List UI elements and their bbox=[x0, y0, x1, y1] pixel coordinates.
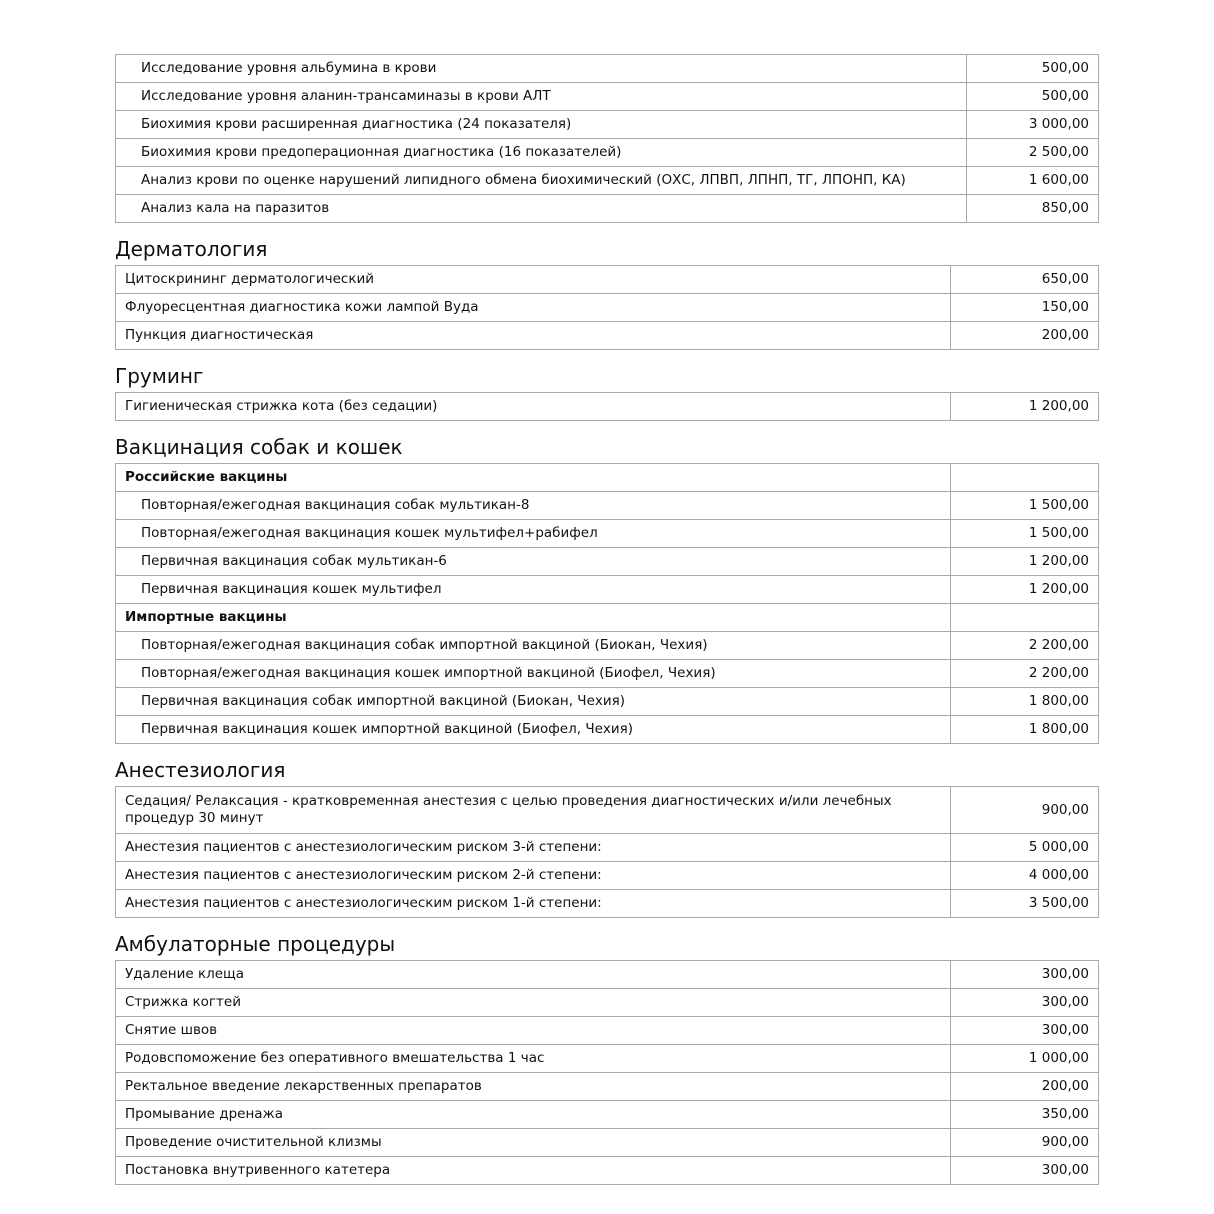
service-name: Повторная/ежегодная вакцинация кошек мультифел+рабифел bbox=[116, 520, 951, 548]
service-price: 4 000,00 bbox=[951, 862, 1099, 890]
price-row bbox=[116, 576, 1099, 604]
service-price: 1 500,00 bbox=[951, 520, 1099, 548]
section-title: Амбулаторные процедуры bbox=[115, 932, 396, 956]
service-price: 1 200,00 bbox=[951, 393, 1099, 421]
service-price: 300,00 bbox=[951, 961, 1099, 989]
price-row bbox=[116, 139, 1099, 167]
price-row bbox=[116, 660, 1099, 688]
service-price: 1 800,00 bbox=[951, 716, 1099, 744]
service-price: 150,00 bbox=[951, 294, 1099, 322]
price-row bbox=[116, 989, 1099, 1017]
price-row bbox=[116, 520, 1099, 548]
price-table bbox=[115, 786, 1099, 918]
price-row bbox=[116, 167, 1099, 195]
service-name: Пункция диагностическая bbox=[116, 322, 951, 350]
service-price: 1 800,00 bbox=[951, 688, 1099, 716]
section-title: Вакцинация собак и кошек bbox=[115, 435, 403, 459]
price-row bbox=[116, 322, 1099, 350]
price-row bbox=[116, 1101, 1099, 1129]
service-name: Проведение очистительной клизмы bbox=[116, 1129, 951, 1157]
service-price: 500,00 bbox=[967, 83, 1099, 111]
section-title: Дерматология bbox=[115, 237, 268, 261]
price-row bbox=[116, 492, 1099, 520]
service-price: 900,00 bbox=[951, 1129, 1099, 1157]
service-price: 200,00 bbox=[951, 1073, 1099, 1101]
service-price: 1 500,00 bbox=[951, 492, 1099, 520]
service-price: 5 000,00 bbox=[951, 834, 1099, 862]
service-price: 300,00 bbox=[951, 989, 1099, 1017]
service-name: Ректальное введение лекарственных препаратов bbox=[116, 1073, 951, 1101]
price-table bbox=[115, 54, 1099, 223]
service-name: Цитоскрининг дерматологический bbox=[116, 266, 951, 294]
service-name: Анализ кала на паразитов bbox=[116, 195, 967, 223]
service-price: 1 200,00 bbox=[951, 548, 1099, 576]
price-row bbox=[116, 862, 1099, 890]
service-name: Биохимия крови расширенная диагностика (24 показателя) bbox=[116, 111, 967, 139]
price-row bbox=[116, 961, 1099, 989]
service-name: Повторная/ежегодная вакцинация кошек импортной вакциной (Биофел, Чехия) bbox=[116, 660, 951, 688]
price-row bbox=[116, 1045, 1099, 1073]
service-price: 1 200,00 bbox=[951, 576, 1099, 604]
price-row bbox=[116, 787, 1099, 834]
service-name: Флуоресцентная диагностика кожи лампой Вуда bbox=[116, 294, 951, 322]
price-row bbox=[116, 1157, 1099, 1185]
service-price: 2 500,00 bbox=[967, 139, 1099, 167]
service-name: Анестезия пациентов с анестезиологическим риском 1-й степени: bbox=[116, 890, 951, 918]
price-row bbox=[116, 632, 1099, 660]
service-name: Повторная/ежегодная вакцинация собак импортной вакциной (Биокан, Чехия) bbox=[116, 632, 951, 660]
service-name: Исследование уровня аланин-трансаминазы в крови АЛТ bbox=[116, 83, 967, 111]
price-row bbox=[116, 55, 1099, 83]
service-name: Первичная вакцинация кошек мультифел bbox=[116, 576, 951, 604]
section-title: Анестезиология bbox=[115, 758, 286, 782]
price-table bbox=[115, 463, 1099, 744]
service-name: Постановка внутривенного катетера bbox=[116, 1157, 951, 1185]
price-group-row bbox=[116, 464, 1099, 492]
price-row bbox=[116, 834, 1099, 862]
price-row bbox=[116, 266, 1099, 294]
price-table bbox=[115, 960, 1099, 1185]
group-title: Российские вакцины bbox=[116, 464, 951, 492]
price-table bbox=[115, 265, 1099, 350]
price-row bbox=[116, 716, 1099, 744]
service-name: Исследование уровня альбумина в крови bbox=[116, 55, 967, 83]
service-name: Удаление клеща bbox=[116, 961, 951, 989]
service-price: 650,00 bbox=[951, 266, 1099, 294]
service-name: Седация/ Релаксация - кратковременная анестезия с целью проведения диагностических и/или лечебных процедур 30 минут bbox=[116, 787, 951, 834]
service-name: Повторная/ежегодная вакцинация собак мультикан-8 bbox=[116, 492, 951, 520]
service-name: Анестезия пациентов с анестезиологическим риском 2-й степени: bbox=[116, 862, 951, 890]
service-price: 3 000,00 bbox=[967, 111, 1099, 139]
service-price: 3 500,00 bbox=[951, 890, 1099, 918]
group-title: Импортные вакцины bbox=[116, 604, 951, 632]
price-row bbox=[116, 393, 1099, 421]
service-price: 200,00 bbox=[951, 322, 1099, 350]
service-name: Первичная вакцинация собак мультикан-6 bbox=[116, 548, 951, 576]
service-name: Первичная вакцинация кошек импортной вакциной (Биофел, Чехия) bbox=[116, 716, 951, 744]
service-name: Гигиеническая стрижка кота (без седации) bbox=[116, 393, 951, 421]
service-name: Первичная вакцинация собак импортной вакциной (Биокан, Чехия) bbox=[116, 688, 951, 716]
service-price: 500,00 bbox=[967, 55, 1099, 83]
price-table bbox=[115, 392, 1099, 421]
service-price: 850,00 bbox=[967, 195, 1099, 223]
price-row bbox=[116, 83, 1099, 111]
price-row bbox=[116, 111, 1099, 139]
price-row bbox=[116, 1017, 1099, 1045]
service-name: Стрижка когтей bbox=[116, 989, 951, 1017]
service-price bbox=[951, 464, 1099, 492]
price-row bbox=[116, 1073, 1099, 1101]
price-group-row bbox=[116, 604, 1099, 632]
service-name: Анализ крови по оценке нарушений липидного обмена биохимический (ОХС, ЛПВП, ЛПНП, ТГ, ЛПОНП, КА) bbox=[116, 167, 967, 195]
service-name: Снятие швов bbox=[116, 1017, 951, 1045]
service-price: 350,00 bbox=[951, 1101, 1099, 1129]
price-row bbox=[116, 195, 1099, 223]
service-name: Промывание дренажа bbox=[116, 1101, 951, 1129]
service-name: Родовспоможение без оперативного вмешательства 1 час bbox=[116, 1045, 951, 1073]
price-row bbox=[116, 1129, 1099, 1157]
service-price: 900,00 bbox=[951, 787, 1099, 834]
price-list-page bbox=[115, 54, 1099, 1185]
service-price: 2 200,00 bbox=[951, 632, 1099, 660]
service-price: 2 200,00 bbox=[951, 660, 1099, 688]
price-row bbox=[116, 688, 1099, 716]
service-price: 300,00 bbox=[951, 1017, 1099, 1045]
price-row bbox=[116, 548, 1099, 576]
service-price: 1 600,00 bbox=[967, 167, 1099, 195]
price-row bbox=[116, 890, 1099, 918]
service-name: Анестезия пациентов с анестезиологическим риском 3-й степени: bbox=[116, 834, 951, 862]
service-price bbox=[951, 604, 1099, 632]
section-title: Груминг bbox=[115, 364, 204, 388]
service-price: 300,00 bbox=[951, 1157, 1099, 1185]
service-price: 1 000,00 bbox=[951, 1045, 1099, 1073]
price-row bbox=[116, 294, 1099, 322]
service-name: Биохимия крови предоперационная диагностика (16 показателей) bbox=[116, 139, 967, 167]
